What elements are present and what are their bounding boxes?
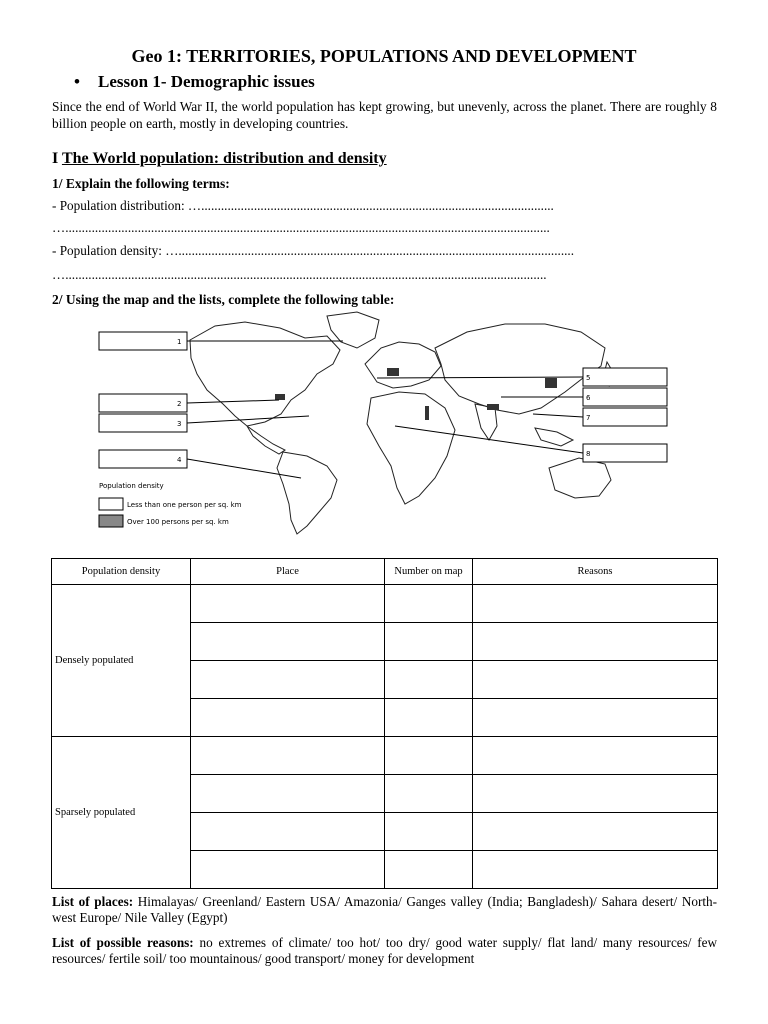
worksheet-title: Geo 1: TERRITORIES, POPULATIONS AND DEVELOPMENT [131, 46, 637, 66]
north-america-outline [190, 322, 340, 426]
question-2-heading: 2/ Using the map and the lists, complete the following table: [52, 292, 395, 307]
arrow-2 [187, 400, 279, 403]
lesson-heading [74, 72, 315, 92]
table-row [52, 585, 718, 623]
asia-outline [435, 324, 605, 414]
bullet-icon: • [74, 72, 80, 91]
table-header-row [52, 559, 718, 585]
place-cell[interactable] [191, 661, 385, 699]
dense-area-nw-europe [387, 368, 399, 376]
map-label-2: 2 [177, 400, 182, 408]
world-map [95, 308, 677, 540]
legend-swatch-high [99, 515, 123, 527]
number-cell[interactable] [385, 661, 473, 699]
place-cell[interactable] [191, 623, 385, 661]
answer-line-distribution-cont[interactable]: …................................................................................................................................................... [52, 220, 550, 235]
reasons-text: no extremes of climate/ too hot/ too dry/ good water supply/ flat land/ many resources/ few resources/ fertile soil/ too mountainous/ good transport/ money for development [52, 935, 718, 966]
section-title: The World population: distribution and density [61, 150, 387, 167]
map-label-box-4 [99, 450, 187, 468]
answer-line-distribution[interactable]: - Population distribution: …........................................................................................................... [52, 198, 554, 213]
section-prefix: I [52, 150, 62, 167]
reasons-cell[interactable] [473, 585, 718, 623]
reasons-cell[interactable] [473, 661, 718, 699]
europe-outline [365, 342, 441, 388]
map-label-box-2 [99, 394, 187, 412]
number-cell[interactable] [385, 851, 473, 889]
dense-area-eastern-usa [275, 394, 285, 400]
reasons-cell[interactable] [473, 699, 718, 737]
arrow-4 [187, 459, 301, 478]
map-label-box-5 [583, 368, 667, 386]
map-label-box-7 [583, 408, 667, 426]
map-label-4: 4 [177, 456, 182, 464]
greenland-outline [327, 312, 379, 348]
map-label-box-8 [583, 444, 667, 462]
australia-outline [549, 458, 611, 498]
reasons-cell[interactable] [473, 775, 718, 813]
dense-area-east-asia [545, 378, 557, 388]
table-row [52, 737, 718, 775]
number-cell[interactable] [385, 585, 473, 623]
number-cell[interactable] [385, 699, 473, 737]
legend-title: Population density [99, 482, 164, 490]
legend-high-label: Over 100 persons per sq. km [127, 518, 229, 526]
number-cell[interactable] [385, 623, 473, 661]
legend-swatch-low [99, 498, 123, 510]
header-population-density: Population density [52, 559, 191, 585]
map-label-box-1 [99, 332, 187, 350]
question-1-heading: 1/ Explain the following terms: [52, 176, 230, 191]
number-cell[interactable] [385, 775, 473, 813]
densely-populated-label: Densely populated [52, 585, 191, 737]
reasons-cell[interactable] [473, 737, 718, 775]
south-america-outline [277, 452, 337, 534]
places-label: List of places: [52, 894, 134, 909]
header-number-on-map: Number on map [385, 559, 473, 585]
arrow-5 [377, 377, 583, 378]
legend-low-label: Less than one person per sq. km [127, 501, 242, 509]
answer-line-density[interactable]: - Population density: …........................................................................................................................ [52, 243, 575, 258]
place-cell[interactable] [191, 737, 385, 775]
reasons-cell[interactable] [473, 813, 718, 851]
reasons-label: List of possible reasons: [52, 935, 194, 950]
reasons-cell[interactable] [473, 851, 718, 889]
map-label-6: 6 [586, 394, 591, 402]
section-heading [52, 150, 387, 168]
arrow-3 [187, 416, 309, 423]
dense-area-ganges [487, 404, 499, 410]
se-asia-outline [535, 428, 573, 446]
header-place: Place [191, 559, 385, 585]
place-cell[interactable] [191, 699, 385, 737]
map-label-box-6 [583, 388, 667, 406]
central-america-outline [247, 426, 285, 454]
map-label-8: 8 [586, 450, 591, 458]
map-label-5: 5 [586, 374, 591, 382]
places-text: Himalayas/ Greenland/ Eastern USA/ Amazonia/ Ganges valley (India; Bangladesh)/ Sahara desert/ North-west Europe/ Nile Valley (Egypt) [52, 894, 717, 925]
world-map-figure [95, 308, 677, 540]
number-cell[interactable] [385, 737, 473, 775]
answer-table [51, 558, 718, 889]
place-cell[interactable] [191, 813, 385, 851]
answer-line-density-cont[interactable]: ….................................................................................................................................................. [52, 267, 547, 282]
map-label-3: 3 [177, 420, 182, 428]
map-label-box-3 [99, 414, 187, 432]
dense-area-nile [425, 406, 429, 420]
list-of-places [52, 894, 717, 926]
number-cell[interactable] [385, 813, 473, 851]
map-label-7: 7 [586, 414, 591, 422]
lesson-label: Lesson 1- Demographic issues [98, 72, 315, 91]
place-cell[interactable] [191, 585, 385, 623]
place-cell[interactable] [191, 775, 385, 813]
map-label-1: 1 [177, 338, 182, 346]
arrow-8 [395, 426, 583, 453]
sparsely-populated-label: Sparsely populated [52, 737, 191, 889]
africa-outline [367, 392, 455, 504]
list-of-reasons [52, 935, 717, 967]
arrow-7 [533, 414, 583, 417]
reasons-cell[interactable] [473, 623, 718, 661]
place-cell[interactable] [191, 851, 385, 889]
header-reasons: Reasons [473, 559, 718, 585]
intro-paragraph: Since the end of World War II, the world population has kept growing, but unevenly, across the planet. There are roughly 8 billion people on earth, mostly in developing countries. [52, 99, 717, 131]
